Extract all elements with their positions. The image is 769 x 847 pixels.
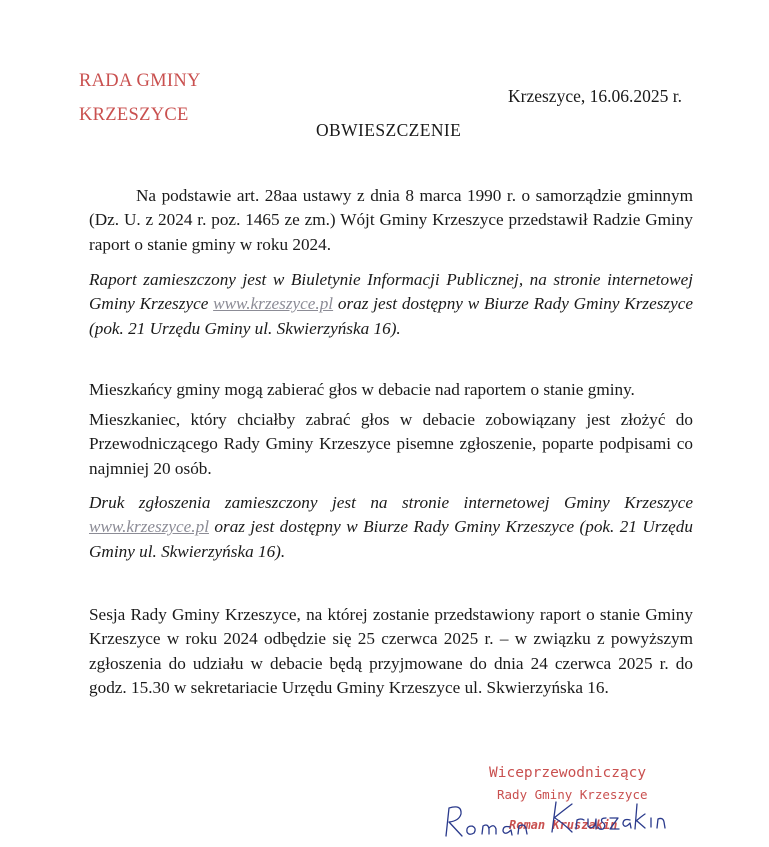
paragraph-form-location xyxy=(89,491,693,564)
council-stamp-line2: KRZESZYCE xyxy=(79,105,189,125)
paragraph-text: oraz jest dostępny w Biurze Rady Gminy Krzeszyce (pok. 21 Urzędu Gminy ul. Skwierzyńska 16). xyxy=(89,517,693,561)
handwritten-signature xyxy=(440,794,670,844)
website-link[interactable]: www.krzeszyce.pl xyxy=(213,294,334,314)
paragraph-text: oraz jest dostępny w Biurze Rady Gminy Krzeszyce (pok. 21 Urzędu Gminy ul. Skwierzyńska 16). xyxy=(89,294,693,338)
council-stamp-line1: RADA GMINY xyxy=(79,71,201,91)
signature-stamp-org: Rady Gminy Krzeszyce xyxy=(497,787,648,802)
document-title: OBWIESZCZENIE xyxy=(316,120,462,140)
paragraph-text: Raport zamieszczony jest w Biuletynie Informacji Publicznej, na stronie internetowej Gminy Krzeszyce xyxy=(89,270,693,314)
signature-stamp-name: Roman Kruszakin xyxy=(509,818,618,832)
paragraph-session-info: Sesja Rady Gminy Krzeszyce, na której zostanie przedstawiony raport o stanie Gminy Krzeszyce w roku 2024 odbędzie się 25 czerwca 2025 r. – w związku z powyższym zgłoszenia do udziału w debacie będą przyjmowane do dnia 24 czerwca 2025 r. do godz. 15.30 w sekretariacie Urzędu Gminy Krzeszyce ul. Skwierzyńska 16. xyxy=(89,605,693,697)
paragraph-residents-debate: Mieszkańcy gminy mogą zabierać głos w debacie nad raportem o stanie gminy. xyxy=(89,380,635,399)
paragraph-text: Druk zgłoszenia zamieszczony jest na stronie internetowej Gminy Krzeszyce xyxy=(89,493,693,512)
paragraph-report-location xyxy=(89,268,693,341)
paragraph-legal-basis: Na podstawie art. 28aa ustawy z dnia 8 marca 1990 r. o samorządzie gminnym (Dz. U. z 2024 r. poz. 1465 ze zm.) Wójt Gminy Krzeszyce przedstawił Radzie Gminy raport o stanie gminy w roku 2024. xyxy=(89,186,693,254)
document-date: Krzeszyce, 16.06.2025 r. xyxy=(508,86,682,106)
website-link[interactable]: www.krzeszyce.pl xyxy=(89,517,209,537)
paragraph-application-requirements: Mieszkaniec, który chciałby zabrać głos w debacie zobowiązany jest złożyć do Przewodniczącego Rady Gminy Krzeszyce pisemne zgłoszenie, poparte podpisami co najmniej 20 osób. xyxy=(89,410,693,478)
signature-stamp-title: Wiceprzewodniczący xyxy=(489,765,647,781)
